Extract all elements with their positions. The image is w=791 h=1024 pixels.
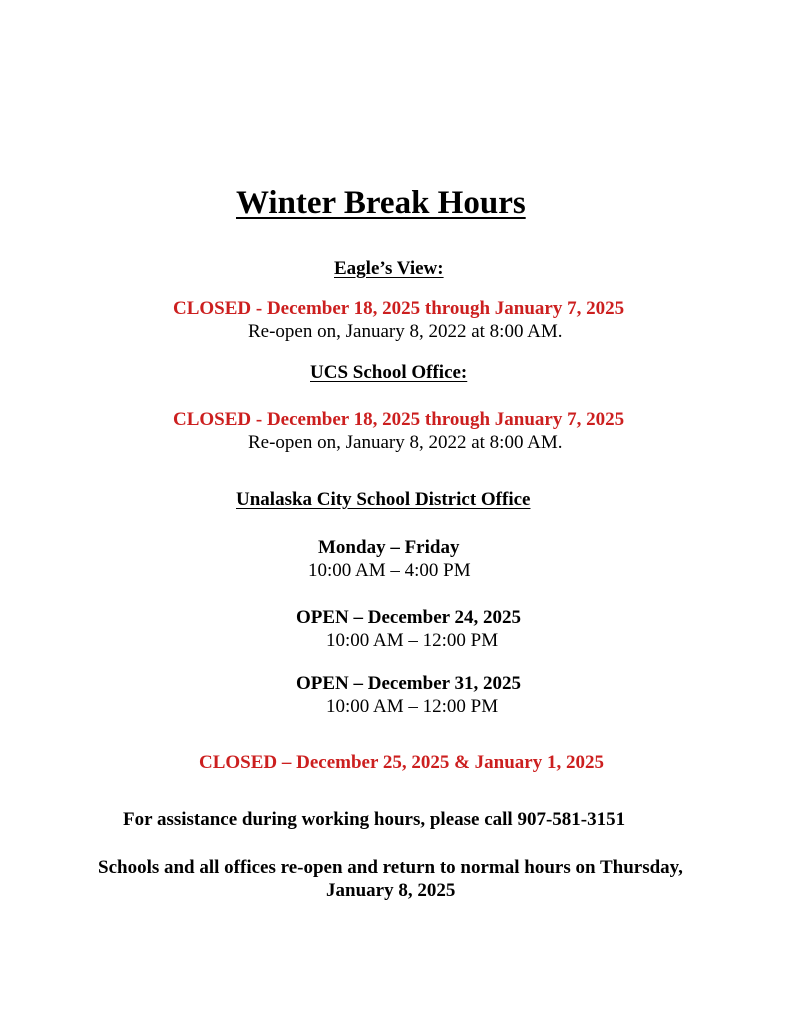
eagles-view-reopen: Re-open on, January 8, 2022 at 8:00 AM. [248,321,563,342]
district-office-hours: 10:00 AM – 4:00 PM [308,560,471,581]
return-notice-line-1: Schools and all offices re-open and return to normal hours on Thursday, [98,857,683,878]
eagles-view-closed-notice: CLOSED - December 18, 2025 through January 7, 2025 [173,298,625,319]
ucs-office-reopen: Re-open on, January 8, 2022 at 8:00 AM. [248,432,563,453]
ucs-office-heading: UCS School Office: [310,362,468,383]
open-date-1-hours: 10:00 AM – 12:00 PM [326,630,499,651]
district-office-closed-notice: CLOSED – December 25, 2025 & January 1, 2025 [199,752,604,773]
open-date-2-hours: 10:00 AM – 12:00 PM [326,696,499,717]
ucs-office-closed-notice: CLOSED - December 18, 2025 through January 7, 2025 [173,409,625,430]
district-office-heading: Unalaska City School District Office [236,489,531,510]
district-office-days: Monday – Friday [318,537,460,558]
assistance-notice: For assistance during working hours, please call 907-581-3151 [123,809,626,830]
eagles-view-heading: Eagle’s View: [334,258,444,279]
return-notice-line-2: January 8, 2025 [326,880,456,901]
page-title: Winter Break Hours [236,185,526,221]
open-date-1: OPEN – December 24, 2025 [296,607,521,628]
open-date-2: OPEN – December 31, 2025 [296,673,521,694]
